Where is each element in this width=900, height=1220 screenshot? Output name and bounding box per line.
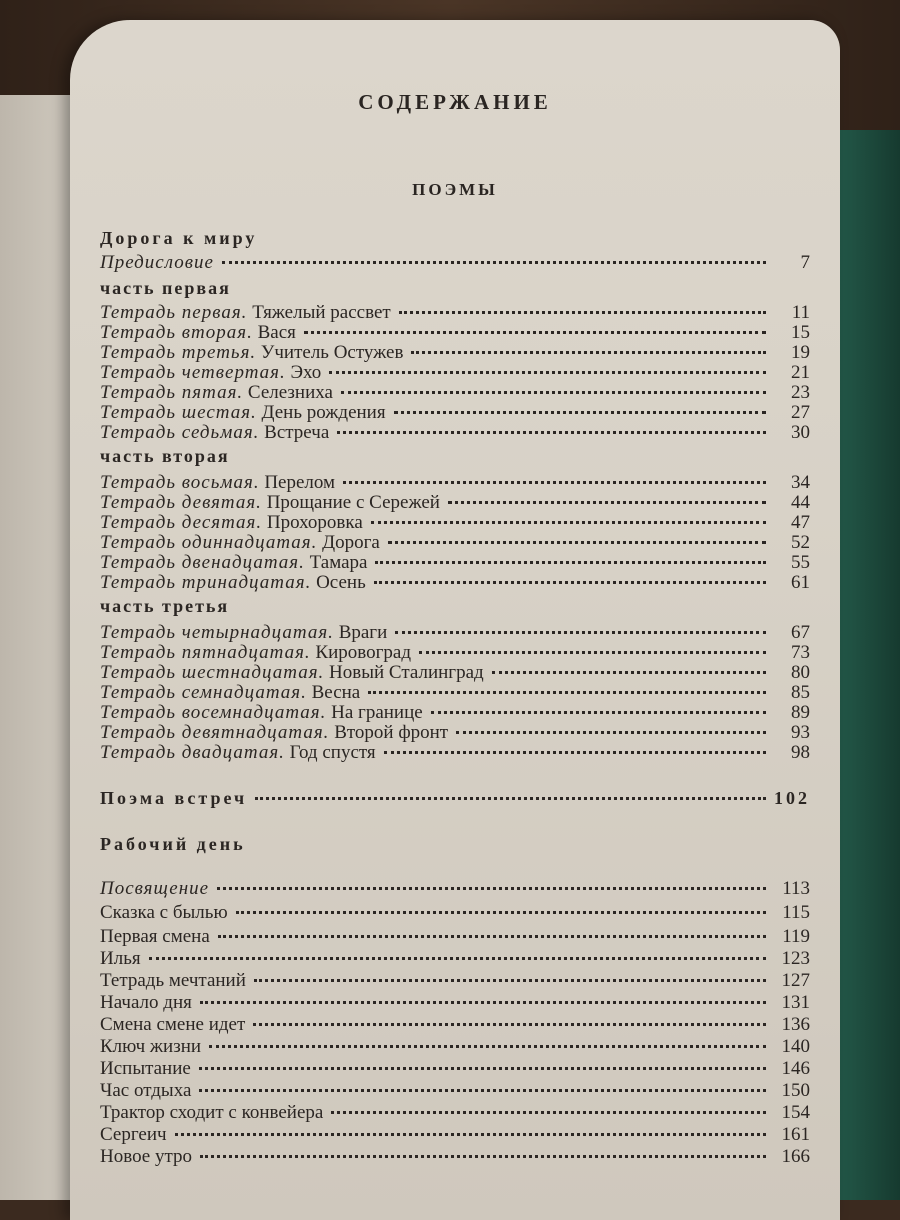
toc-page-number: 123 <box>781 948 810 969</box>
dot-leader <box>209 1044 766 1048</box>
toc-page-number: 15 <box>791 322 810 343</box>
toc-entry <box>100 572 810 594</box>
dot-leader <box>394 410 766 414</box>
toc-page-number: 127 <box>781 970 810 991</box>
toc-entry <box>100 622 810 644</box>
dot-leader <box>343 480 766 484</box>
dot-leader <box>399 310 766 314</box>
dot-leader <box>254 978 766 982</box>
toc-entry-prefix: Тетрадь шестнадцатая. <box>100 662 325 683</box>
toc-entry-prefix: Посвящение <box>100 878 210 899</box>
toc-page-number: 34 <box>791 472 810 493</box>
dot-leader <box>448 500 766 504</box>
section-title: ПОЭМЫ <box>412 180 498 199</box>
toc-entry-title <box>100 1036 201 1058</box>
toc-entry-prefix: Тетрадь четвертая. <box>100 362 286 383</box>
toc-entry-prefix: Тетрадь восьмая. <box>100 472 260 493</box>
dot-leader <box>395 630 766 634</box>
toc-entry-prefix: Тетрадь двенадцатая. <box>100 552 305 573</box>
toc-page-number: 113 <box>782 878 810 899</box>
toc-page-number: 30 <box>791 422 810 443</box>
toc-entry-title <box>100 662 484 684</box>
toc-page-number: 55 <box>791 552 810 573</box>
toc-entry-text: Трактор сходит с конвейера <box>100 1102 324 1123</box>
toc-entry <box>100 970 810 992</box>
toc-entry <box>100 1036 810 1058</box>
toc-entry-text: Новый Сталинград <box>324 662 484 683</box>
toc-entry-text: Враги <box>333 622 388 643</box>
toc-entry <box>100 322 810 344</box>
dot-leader <box>337 430 766 434</box>
dot-leader <box>200 1154 766 1158</box>
toc-entry-prefix: Тетрадь восемнадцатая. <box>100 702 327 723</box>
toc-entry <box>100 512 810 534</box>
toc-entry-text: Новое утро <box>100 1146 193 1167</box>
dot-leader <box>237 607 766 608</box>
toc-entry-prefix: часть вторая <box>100 446 230 466</box>
toc-entry-text: Испытание <box>100 1058 191 1079</box>
toc-entry <box>100 472 810 494</box>
toc-entry-prefix: Тетрадь пятнадцатая. <box>100 642 311 663</box>
dot-leader <box>222 260 766 264</box>
toc-entry-prefix: Тетрадь семнадцатая. <box>100 682 307 703</box>
dot-leader <box>238 457 766 458</box>
toc-entry-title <box>100 512 363 534</box>
toc-page-number: 85 <box>791 682 810 703</box>
toc-entry-text: Эхо <box>285 362 322 383</box>
toc-entry-prefix: Тетрадь двадцатая. <box>100 742 285 763</box>
toc-entry-text: Час отдыха <box>100 1080 192 1101</box>
toc-entry-prefix: Тетрадь третья. <box>100 342 257 363</box>
toc-page-number: 119 <box>782 926 810 947</box>
dot-leader <box>200 1000 766 1004</box>
toc-entry-title <box>100 342 403 364</box>
toc-entry-title <box>100 642 411 664</box>
toc-entry-title <box>100 622 387 644</box>
toc-entry-text: Первая смена <box>100 926 210 947</box>
toc-entry-text: Смена смене идет <box>100 1014 246 1035</box>
toc-entry-text: Ключ жизни <box>100 1036 202 1057</box>
toc-entry <box>100 702 810 724</box>
toc-entry-title <box>100 1080 191 1102</box>
toc-page-number: 7 <box>800 252 810 273</box>
toc-part-heading <box>100 446 810 468</box>
toc-entry-title <box>100 382 333 404</box>
toc-entry-text: Перелом <box>259 472 336 493</box>
dot-leader <box>236 910 766 914</box>
toc-entry-text: На границе <box>326 702 423 723</box>
toc-entry-prefix: Поэма встреч <box>100 788 248 808</box>
toc-entry-text: Тамара <box>304 552 368 573</box>
toc-page-number: 98 <box>791 742 810 763</box>
dot-leader <box>255 796 766 800</box>
toc-entry <box>100 742 810 764</box>
toc-entry-title <box>100 532 380 554</box>
toc-entry <box>100 902 810 924</box>
toc-page-number: 21 <box>791 362 810 383</box>
toc-page-number: 27 <box>791 402 810 423</box>
toc-entry <box>100 382 810 404</box>
toc-page-number: 11 <box>791 302 810 323</box>
dot-leader <box>253 1022 766 1026</box>
toc-entry-title <box>100 402 386 424</box>
toc-entry-text: Прохоровка <box>262 512 363 533</box>
toc-entry-title <box>100 722 448 744</box>
toc-entry <box>100 926 810 948</box>
toc-page-number: 166 <box>781 1146 810 1167</box>
toc-entry-text: Тетрадь мечтаний <box>100 970 246 991</box>
toc-entry-text: Сказка с былью <box>100 902 228 923</box>
toc-part-heading <box>100 278 810 300</box>
toc-entry-text: Тяжелый рассвет <box>247 302 391 323</box>
toc-entry-title <box>100 788 247 809</box>
toc-entry <box>100 402 810 424</box>
toc-entry-title <box>100 902 228 924</box>
toc-entry-prefix: часть третья <box>100 596 230 616</box>
toc-entry-text: Вася <box>252 322 296 343</box>
toc-entry-text: Учитель Остужев <box>256 342 404 363</box>
toc-poem-title <box>100 228 810 250</box>
page-title: СОДЕРЖАНИЕ <box>358 90 552 114</box>
dot-leader <box>217 886 766 890</box>
toc-entry-title <box>100 1058 191 1080</box>
toc-entry <box>100 662 810 684</box>
toc-entry <box>100 1124 810 1146</box>
toc-page-number: 146 <box>781 1058 810 1079</box>
toc-entry-title <box>100 552 367 574</box>
toc-entry <box>100 1014 810 1036</box>
dot-leader <box>456 730 766 734</box>
toc-entry-text: Начало дня <box>100 992 192 1013</box>
toc-entry <box>100 532 810 554</box>
toc-entry-text: Встреча <box>259 422 330 443</box>
toc-entry-prefix: Рабочий день <box>100 834 246 854</box>
toc-entry-title <box>100 302 391 324</box>
toc-entry-title <box>100 446 230 467</box>
toc-entry-title <box>100 992 192 1014</box>
toc-entry-title <box>100 742 376 764</box>
toc-entry <box>100 682 810 704</box>
toc-page-number: 150 <box>781 1080 810 1101</box>
toc-entry <box>100 342 810 364</box>
toc-entry <box>100 1146 810 1168</box>
toc-entry-title <box>100 926 210 948</box>
toc-entry-title <box>100 1124 167 1146</box>
toc-entry-text: Дорога <box>317 532 380 553</box>
toc-entry-text: Весна <box>306 682 361 703</box>
toc-entry-title <box>100 228 257 249</box>
toc-entry-prefix: Тетрадь девятнадцатая. <box>100 722 330 743</box>
toc-entry-title <box>100 702 423 724</box>
toc-entry-title <box>100 1146 192 1168</box>
toc-entry <box>100 722 810 744</box>
dot-leader <box>149 956 766 960</box>
toc-entry-text: Селезниха <box>243 382 333 403</box>
toc-entry <box>100 992 810 1014</box>
toc-entry-title <box>100 1014 245 1036</box>
dot-leader <box>329 370 766 374</box>
toc-entry-text: Осень <box>311 572 366 593</box>
toc-entry-title <box>100 1102 323 1124</box>
toc-page-number: 131 <box>781 992 810 1013</box>
dot-leader <box>265 239 766 240</box>
toc-entry-title <box>100 572 366 594</box>
toc-entry <box>100 362 810 384</box>
toc-entry-title <box>100 970 246 992</box>
toc-entry-text: Год спустя <box>284 742 376 763</box>
toc-entry <box>100 252 810 274</box>
toc-page-number: 52 <box>791 532 810 553</box>
toc-entry-title <box>100 492 440 514</box>
toc-entry-text: Прощание с Сережей <box>261 492 440 513</box>
dot-leader <box>371 520 766 524</box>
toc-page-number: 102 <box>774 788 810 808</box>
toc-page-number: 89 <box>791 702 810 723</box>
dot-leader <box>431 710 766 714</box>
toc-entry <box>100 1102 810 1124</box>
toc-entry-text: Илья <box>100 948 141 969</box>
toc-entry-title <box>100 322 296 344</box>
toc-entry-prefix: Тетрадь одиннадцатая. <box>100 532 318 553</box>
dot-leader <box>304 330 766 334</box>
toc-entry <box>100 948 810 970</box>
toc-entry <box>100 552 810 574</box>
dot-leader <box>384 750 766 754</box>
toc-part-heading <box>100 596 810 618</box>
toc-entry-title <box>100 362 321 384</box>
toc-entry-prefix: Тетрадь четырнадцатая. <box>100 622 334 643</box>
toc-entry-prefix: Тетрадь седьмая. <box>100 422 260 443</box>
toc-entry-prefix: Предисловие <box>100 252 214 273</box>
toc-entry-prefix: Тетрадь пятая. <box>100 382 244 403</box>
toc-page-number: 161 <box>781 1124 810 1145</box>
toc-entry-prefix: Тетрадь шестая. <box>100 402 257 423</box>
toc-entry <box>100 422 810 444</box>
dot-leader <box>375 560 766 564</box>
dot-leader <box>199 1066 766 1070</box>
toc-entry-title <box>100 834 246 855</box>
toc-entry-prefix: Тетрадь первая. <box>100 302 248 323</box>
dot-leader <box>492 670 766 674</box>
toc-entry <box>100 302 810 324</box>
toc-entry <box>100 492 810 514</box>
toc-entry-title <box>100 472 335 494</box>
dot-leader <box>239 289 766 290</box>
dot-leader <box>331 1110 766 1114</box>
toc-entry-prefix: Тетрадь тринадцатая. <box>100 572 312 593</box>
toc-entry-prefix: часть первая <box>100 278 231 298</box>
toc-entry-title <box>100 278 231 299</box>
toc-entry-prefix: Тетрадь десятая. <box>100 512 263 533</box>
dot-leader <box>254 845 766 846</box>
toc-entry-prefix: Тетрадь девятая. <box>100 492 262 513</box>
toc-poem-title <box>100 834 810 856</box>
toc-entry <box>100 1058 810 1080</box>
dot-leader <box>341 390 766 394</box>
toc-entry-text: День рождения <box>256 402 386 423</box>
toc-page-number: 67 <box>791 622 810 643</box>
toc-entry <box>100 642 810 664</box>
dot-leader <box>218 934 766 938</box>
toc-page-number: 154 <box>781 1102 810 1123</box>
toc-entry-prefix: Тетрадь вторая. <box>100 322 253 343</box>
toc-page-number: 73 <box>791 642 810 663</box>
toc-entry <box>100 1080 810 1102</box>
toc-page-number: 47 <box>791 512 810 533</box>
toc-entry-title <box>100 252 214 274</box>
toc-entry-title <box>100 878 209 900</box>
toc-entry-title <box>100 596 229 617</box>
dot-leader <box>368 690 766 694</box>
toc-entry-title <box>100 422 329 444</box>
toc-page-number: 61 <box>791 572 810 593</box>
toc-page-number: 136 <box>781 1014 810 1035</box>
dot-leader <box>419 650 766 654</box>
table-of-contents <box>70 20 840 1220</box>
dot-leader <box>411 350 766 354</box>
toc-page-number: 80 <box>791 662 810 683</box>
toc-entry <box>100 878 810 900</box>
dot-leader <box>175 1132 766 1136</box>
toc-page-number: 44 <box>791 492 810 513</box>
dot-leader <box>199 1088 766 1092</box>
toc-page-number: 93 <box>791 722 810 743</box>
toc-page-number: 140 <box>781 1036 810 1057</box>
toc-entry-text: Сергеич <box>100 1124 167 1145</box>
toc-entry-title <box>100 948 141 970</box>
toc-entry-text: Второй фронт <box>329 722 449 743</box>
book-page <box>70 20 840 1220</box>
toc-page-number: 115 <box>782 902 810 923</box>
toc-poem-title <box>100 788 810 810</box>
toc-entry-text: Кировоград <box>310 642 411 663</box>
dot-leader <box>374 580 766 584</box>
toc-page-number: 23 <box>791 382 810 403</box>
dot-leader <box>388 540 766 544</box>
toc-entry-title <box>100 682 360 704</box>
toc-page-number: 19 <box>791 342 810 363</box>
toc-entry-prefix: Дорога к миру <box>100 228 258 248</box>
